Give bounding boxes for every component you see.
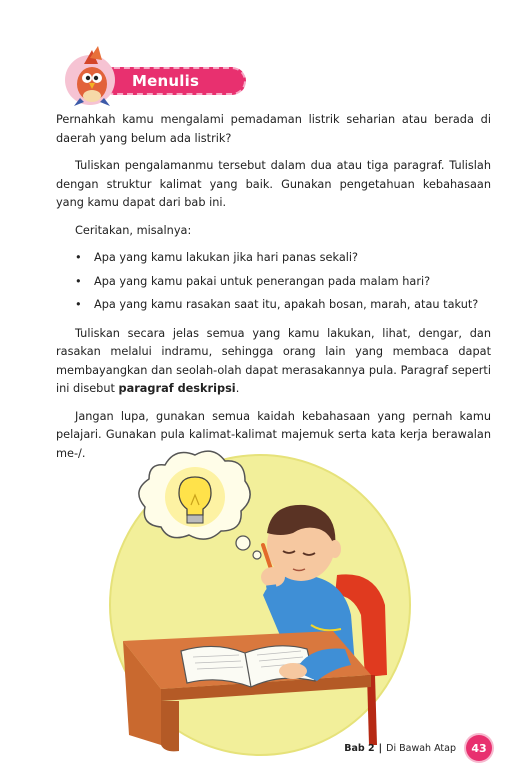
list-item: • Apa yang kamu pakai untuk penerangan pada malam hari?: [75, 274, 431, 288]
boy-writing-illustration: [95, 445, 425, 760]
paragraph-examples-lead: Ceritakan, misalnya:: [75, 223, 192, 237]
section-header: [62, 40, 200, 110]
example-list: [75, 249, 491, 315]
page-number-badge: 43: [466, 735, 492, 761]
bird-mascot-icon: [62, 40, 122, 110]
list-item: • Apa yang kamu lakukan jika hari panas sekali?: [75, 251, 359, 264]
paragraph-instruction: Tuliskan pengalamanmu tersebut dalam dua atau tiga paragraf. Tulislah dengan struktur kalimat yang baik. Gunakan pengetahuan kebahasaan yang kamu dapat dari bab ini.: [56, 159, 491, 209]
paragraph-description: Tuliskan secara jelas semua yang kamu lakukan, lihat, dengar, dan rasakan melalui indramu, sehingga orang lain yang membaca dapat membayangkan dan seolah-olah dapat merasakannya pula. Paragraf seperti ini disebut paragraf deskripsi.: [56, 326, 491, 395]
chapter-title: Di Bawah Atap: [386, 742, 456, 754]
content-text: [56, 111, 491, 472]
light-bulb-icon: [165, 467, 225, 527]
page-footer: [344, 736, 492, 760]
paragraph-reminder: Jangan lupa, gunakan semua kaidah kebahasaan yang pernah kamu pelajari. Gunakan pula kalimat-kalimat majemuk serta kata kerja berawalan me-/.: [56, 409, 491, 460]
list-item: • Apa yang kamu rasakan saat itu, apakah bosan, marah, atau takut?: [75, 298, 479, 311]
footer-separator: |: [378, 742, 383, 754]
chapter-number: Bab 2: [344, 742, 375, 754]
term-bold: paragraf deskripsi: [118, 382, 236, 395]
paragraph-intro: Pernahkah kamu mengalami pemadaman listrik seharian atau berada di daerah yang belum ada listrik?: [56, 113, 491, 145]
section-label: Menulis: [132, 72, 200, 90]
